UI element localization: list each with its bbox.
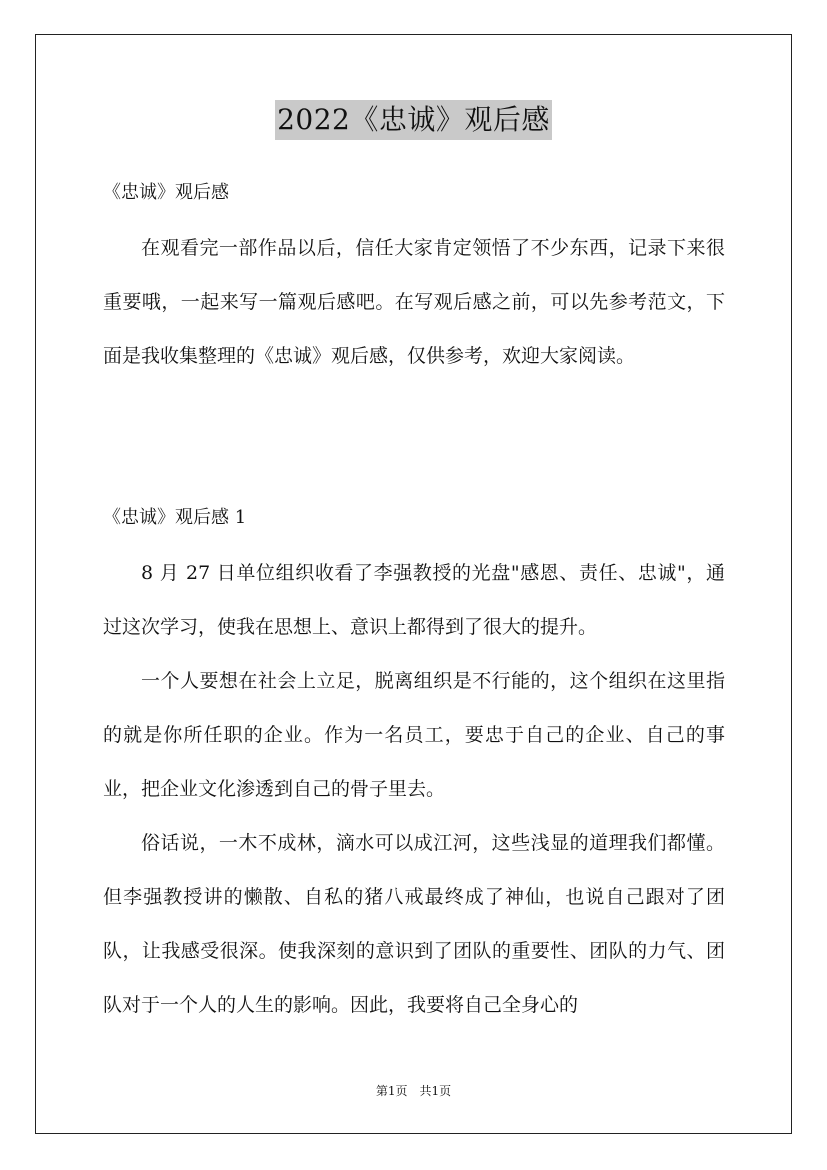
page-footer: 第1页 共1页	[375, 1084, 452, 1098]
body-paragraph-1: 8 月 27 日单位组织收看了李强教授的光盘"感恩、责任、忠诚"，通过这次学习，使我在思想上、意识上都得到了很大的提升。	[103, 562, 725, 638]
body-paragraph-3: 俗话说，一木不成林，滴水可以成江河，这些浅显的道理我们都懂。但李强教授讲的懒散、自私的猪八戒最终成了神仙，也说自己跟对了团队，让我感受很深。使我深刻的意识到了团队的重要性、团队的力气、团队对于一个人的人生的影响。因此，我要将自己全身心的	[103, 832, 725, 1016]
document-title: 2022《忠诚》观后感	[275, 100, 552, 140]
body-paragraph-2: 一个人要想在社会上立足，脱离组织是不行能的，这个组织在这里指的就是你所任职的企业。作为一名员工，要忠于自己的企业、自己的事业，把企业文化渗透到自己的骨子里去。	[103, 670, 725, 800]
intro-paragraph: 在观看完一部作品以后，信任大家肯定领悟了不少东西，记录下来很重要哦，一起来写一篇观后感吧。在写观后感之前，可以先参考范文，下面是我收集整理的《忠诚》观后感，仅供参考，欢迎大家阅读。	[103, 237, 725, 367]
intro-heading: 《忠诚》观后感	[103, 182, 229, 203]
title-container	[0, 100, 827, 140]
section-heading: 《忠诚》观后感 1	[103, 507, 247, 528]
